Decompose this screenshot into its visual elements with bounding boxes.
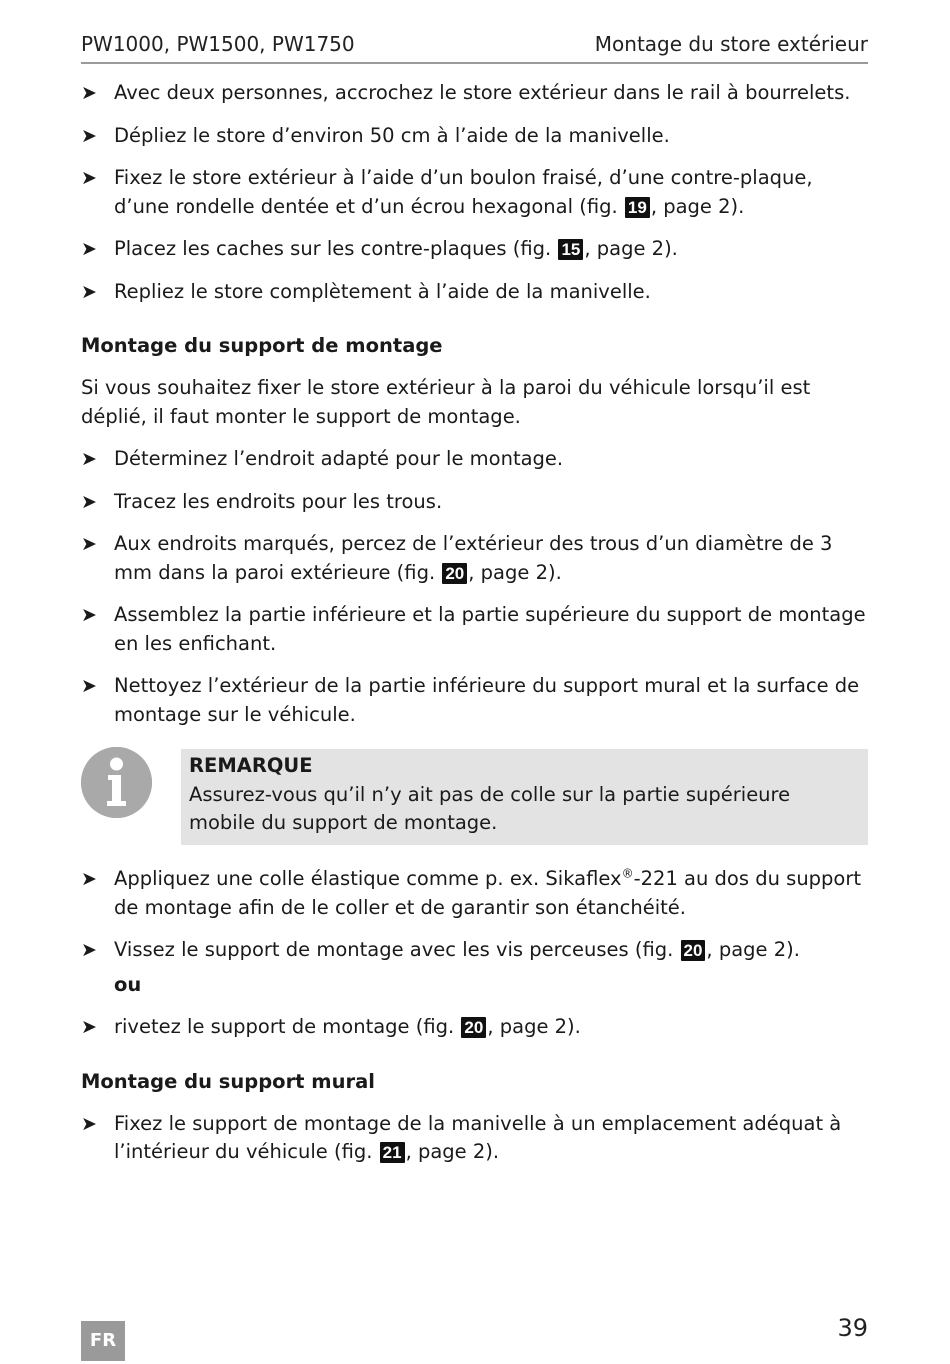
bullet-arrow-icon: ➤ <box>81 124 97 147</box>
bullet-arrow-icon: ➤ <box>81 238 97 260</box>
header-models: PW1000, PW1500, PW1750 <box>81 32 355 56</box>
figure-reference: 21 <box>380 1142 405 1163</box>
page-content <box>81 79 868 1181</box>
list-item <box>81 122 868 151</box>
step-text: Dépliez le store d’environ 50 cm à l’aide de la manivelle. <box>114 123 670 147</box>
note-box <box>181 749 868 845</box>
list-item <box>81 865 868 922</box>
bullet-arrow-icon: ➤ <box>81 82 97 104</box>
figure-reference: 20 <box>461 1017 486 1038</box>
step-text: , page 2). <box>487 1015 581 1038</box>
bullet-arrow-icon: ➤ <box>81 448 97 470</box>
language-badge: FR <box>81 1321 125 1361</box>
bullet-arrow-icon: ➤ <box>81 604 97 626</box>
bullet-arrow-icon: ➤ <box>81 167 97 189</box>
note-text: Assurez-vous qu’il n’y ait pas de colle sur la partie supérieure mobile du support de montage. <box>189 782 791 834</box>
figure-reference: 15 <box>558 239 583 260</box>
step-text: , page 2). <box>405 1140 500 1163</box>
step-text: Avec deux personnes, accrochez le store extérieur dans le rail à bourrelets. <box>114 81 851 104</box>
list-item <box>81 936 868 965</box>
step-text: , page 2). <box>650 194 745 218</box>
step-text: Assemblez la partie inférieure et la partie supérieure du support de montage en les enfichant. <box>114 603 866 655</box>
page-number: 39 <box>837 1314 868 1342</box>
step-text: Nettoyez l’extérieur de la partie inférieure du support mural et la surface de montage sur le véhicule. <box>114 674 860 726</box>
bullet-arrow-icon: ➤ <box>81 675 97 697</box>
step-text: Déterminez l’endroit adapté pour le montage. <box>114 447 564 470</box>
step-text: -221 au dos du support de montage afin de le coller et de garantir son étanchéité. <box>114 867 862 919</box>
section-heading: Montage du support de montage <box>81 334 443 357</box>
note-callout <box>81 749 868 845</box>
section-intro: Si vous souhaitez fixer le store extérieur à la paroi du véhicule lorsqu’il est déplié, il faut monter le support de montage. <box>81 376 811 428</box>
bullet-arrow-icon: ➤ <box>81 868 97 890</box>
page-header <box>81 30 868 64</box>
note-title: REMARQUE <box>189 754 313 777</box>
step-text: , page 2). <box>706 938 800 961</box>
info-icon <box>81 747 152 818</box>
step-text: Aux endroits marqués, percez de l’extérieur des trous d’un diamètre de 3 mm dans la paroi extérieure (fig. <box>114 532 833 584</box>
step-text: Placez les caches sur les contre-plaques (fig. <box>114 237 558 260</box>
list-item <box>81 278 868 307</box>
section-heading: Montage du support mural <box>81 1069 375 1093</box>
step-text: , page 2). <box>468 560 562 584</box>
bullet-arrow-icon: ➤ <box>81 490 97 513</box>
step-text: , page 2). <box>584 237 678 260</box>
bullet-arrow-icon: ➤ <box>81 533 97 555</box>
step-text: Fixez le support de montage de la manivelle à un emplacement adéquat à l’intérieur du véhicule (fig. <box>114 1111 842 1163</box>
list-item <box>81 79 868 108</box>
bullet-arrow-icon: ➤ <box>81 280 97 303</box>
bullet-arrow-icon: ➤ <box>81 1112 97 1135</box>
figure-reference: 20 <box>681 940 706 961</box>
list-item <box>81 1110 868 1167</box>
step-text: rivetez le support de montage (fig. <box>114 1015 461 1038</box>
header-section-title: Montage du store extérieur <box>594 32 868 56</box>
list-item <box>81 445 868 474</box>
step-text: Repliez le store complètement à l’aide de la manivelle. <box>114 279 651 303</box>
list-item <box>81 672 868 729</box>
step-text: Appliquez une colle élastique comme p. ex. Sikaflex <box>114 867 622 890</box>
list-item <box>81 164 868 221</box>
list-item <box>81 1013 868 1042</box>
figure-reference: 19 <box>625 197 650 218</box>
list-item <box>81 235 868 264</box>
step-text: Tracez les endroits pour les trous. <box>114 489 443 513</box>
list-item <box>81 601 868 658</box>
step-text: Fixez le store extérieur à l’aide d’un boulon fraisé, d’une contre-plaque, d’une rondelle dentée et d’un écrou hexagonal (fig. <box>114 166 813 218</box>
list-item <box>81 488 868 517</box>
bullet-arrow-icon: ➤ <box>81 1016 97 1038</box>
figure-reference: 20 <box>442 563 467 584</box>
step-text: Vissez le support de montage avec les vis perceuses (fig. <box>114 938 680 961</box>
bullet-arrow-icon: ➤ <box>81 939 97 961</box>
or-label: ou <box>114 972 142 996</box>
list-item <box>81 530 868 587</box>
registered-mark: ® <box>621 866 634 881</box>
